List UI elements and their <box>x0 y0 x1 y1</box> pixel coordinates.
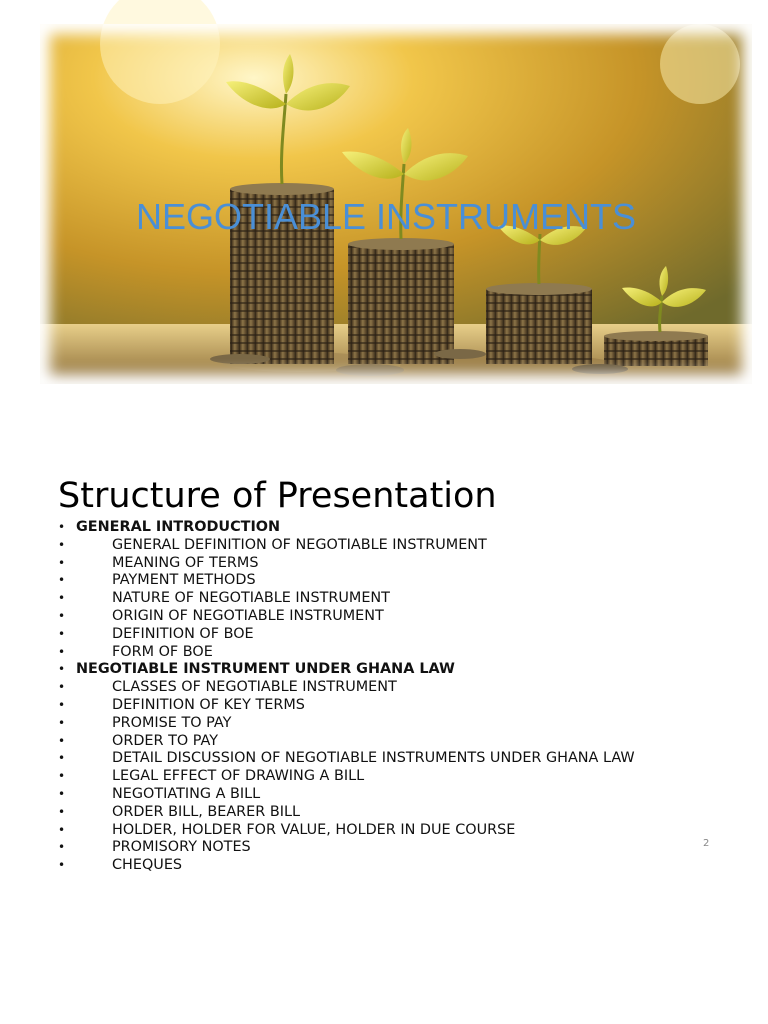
outline-text: MEANING OF TERMS <box>112 554 259 571</box>
outline-text: CHEQUES <box>112 857 183 874</box>
bullet-icon: • <box>58 822 66 837</box>
outline-text: HOLDER, HOLDER FOR VALUE, HOLDER IN DUE COURSE <box>112 821 516 838</box>
outline-text: ORIGIN OF NEGOTIABLE INSTRUMENT <box>112 607 384 624</box>
outline-text: NATURE OF NEGOTIABLE INSTRUMENT <box>112 590 390 607</box>
bullet-icon: • <box>58 662 66 677</box>
bullet-icon: • <box>58 715 66 730</box>
bullet-icon: • <box>58 840 66 855</box>
bullet-icon: • <box>58 733 66 748</box>
outline-text: PROMISORY NOTES <box>112 839 251 856</box>
bullet-icon: • <box>58 769 66 784</box>
outline-text: PROMISE TO PAY <box>112 714 232 731</box>
outline-text: GENERAL INTRODUCTION <box>76 519 281 535</box>
bullet-icon: • <box>58 858 66 873</box>
bullet-icon: • <box>58 555 66 570</box>
bullet-icon: • <box>58 786 66 801</box>
bullet-icon: • <box>58 751 66 766</box>
bullet-icon: • <box>58 804 66 819</box>
bullet-icon: • <box>58 697 66 712</box>
outline-text: ORDER TO PAY <box>112 732 219 749</box>
bullet-icon: • <box>58 537 66 552</box>
outline-text: PAYMENT METHODS <box>112 572 256 589</box>
outline-text: DEFINITION OF BOE <box>112 625 254 642</box>
outline-text: CLASSES OF NEGOTIABLE INSTRUMENT <box>112 679 397 696</box>
bullet-icon: • <box>58 591 66 606</box>
slide-title: NEGOTIABLE INSTRUMENTS <box>135 196 637 237</box>
outline-text: DEFINITION OF KEY TERMS <box>112 696 305 713</box>
outline-text: FORM OF BOE <box>112 643 213 660</box>
page-number: 2 <box>703 838 710 849</box>
bullet-icon: • <box>58 644 66 659</box>
outline-text: NEGOTIATING A BILL <box>112 785 261 802</box>
bullet-icon: • <box>58 626 66 641</box>
structure-slide <box>0 470 768 874</box>
bullet-icon: • <box>58 608 66 623</box>
structure-heading: Structure of Presentation <box>58 476 497 516</box>
outline-text: NEGOTIABLE INSTRUMENT UNDER GHANA LAW <box>76 661 455 678</box>
outline-text: DETAIL DISCUSSION OF NEGOTIABLE INSTRUMENTS UNDER GHANA LAW <box>112 750 635 767</box>
outline-text: ORDER BILL, BEARER BILL <box>112 803 300 820</box>
bullet-icon: • <box>58 520 66 534</box>
title-slide <box>40 24 752 384</box>
outline-text: LEGAL EFFECT OF DRAWING A BILL <box>112 768 365 785</box>
outline-text: GENERAL DEFINITION OF NEGOTIABLE INSTRUMENT <box>112 536 487 553</box>
bullet-icon: • <box>58 680 66 695</box>
bullet-icon: • <box>58 573 66 588</box>
